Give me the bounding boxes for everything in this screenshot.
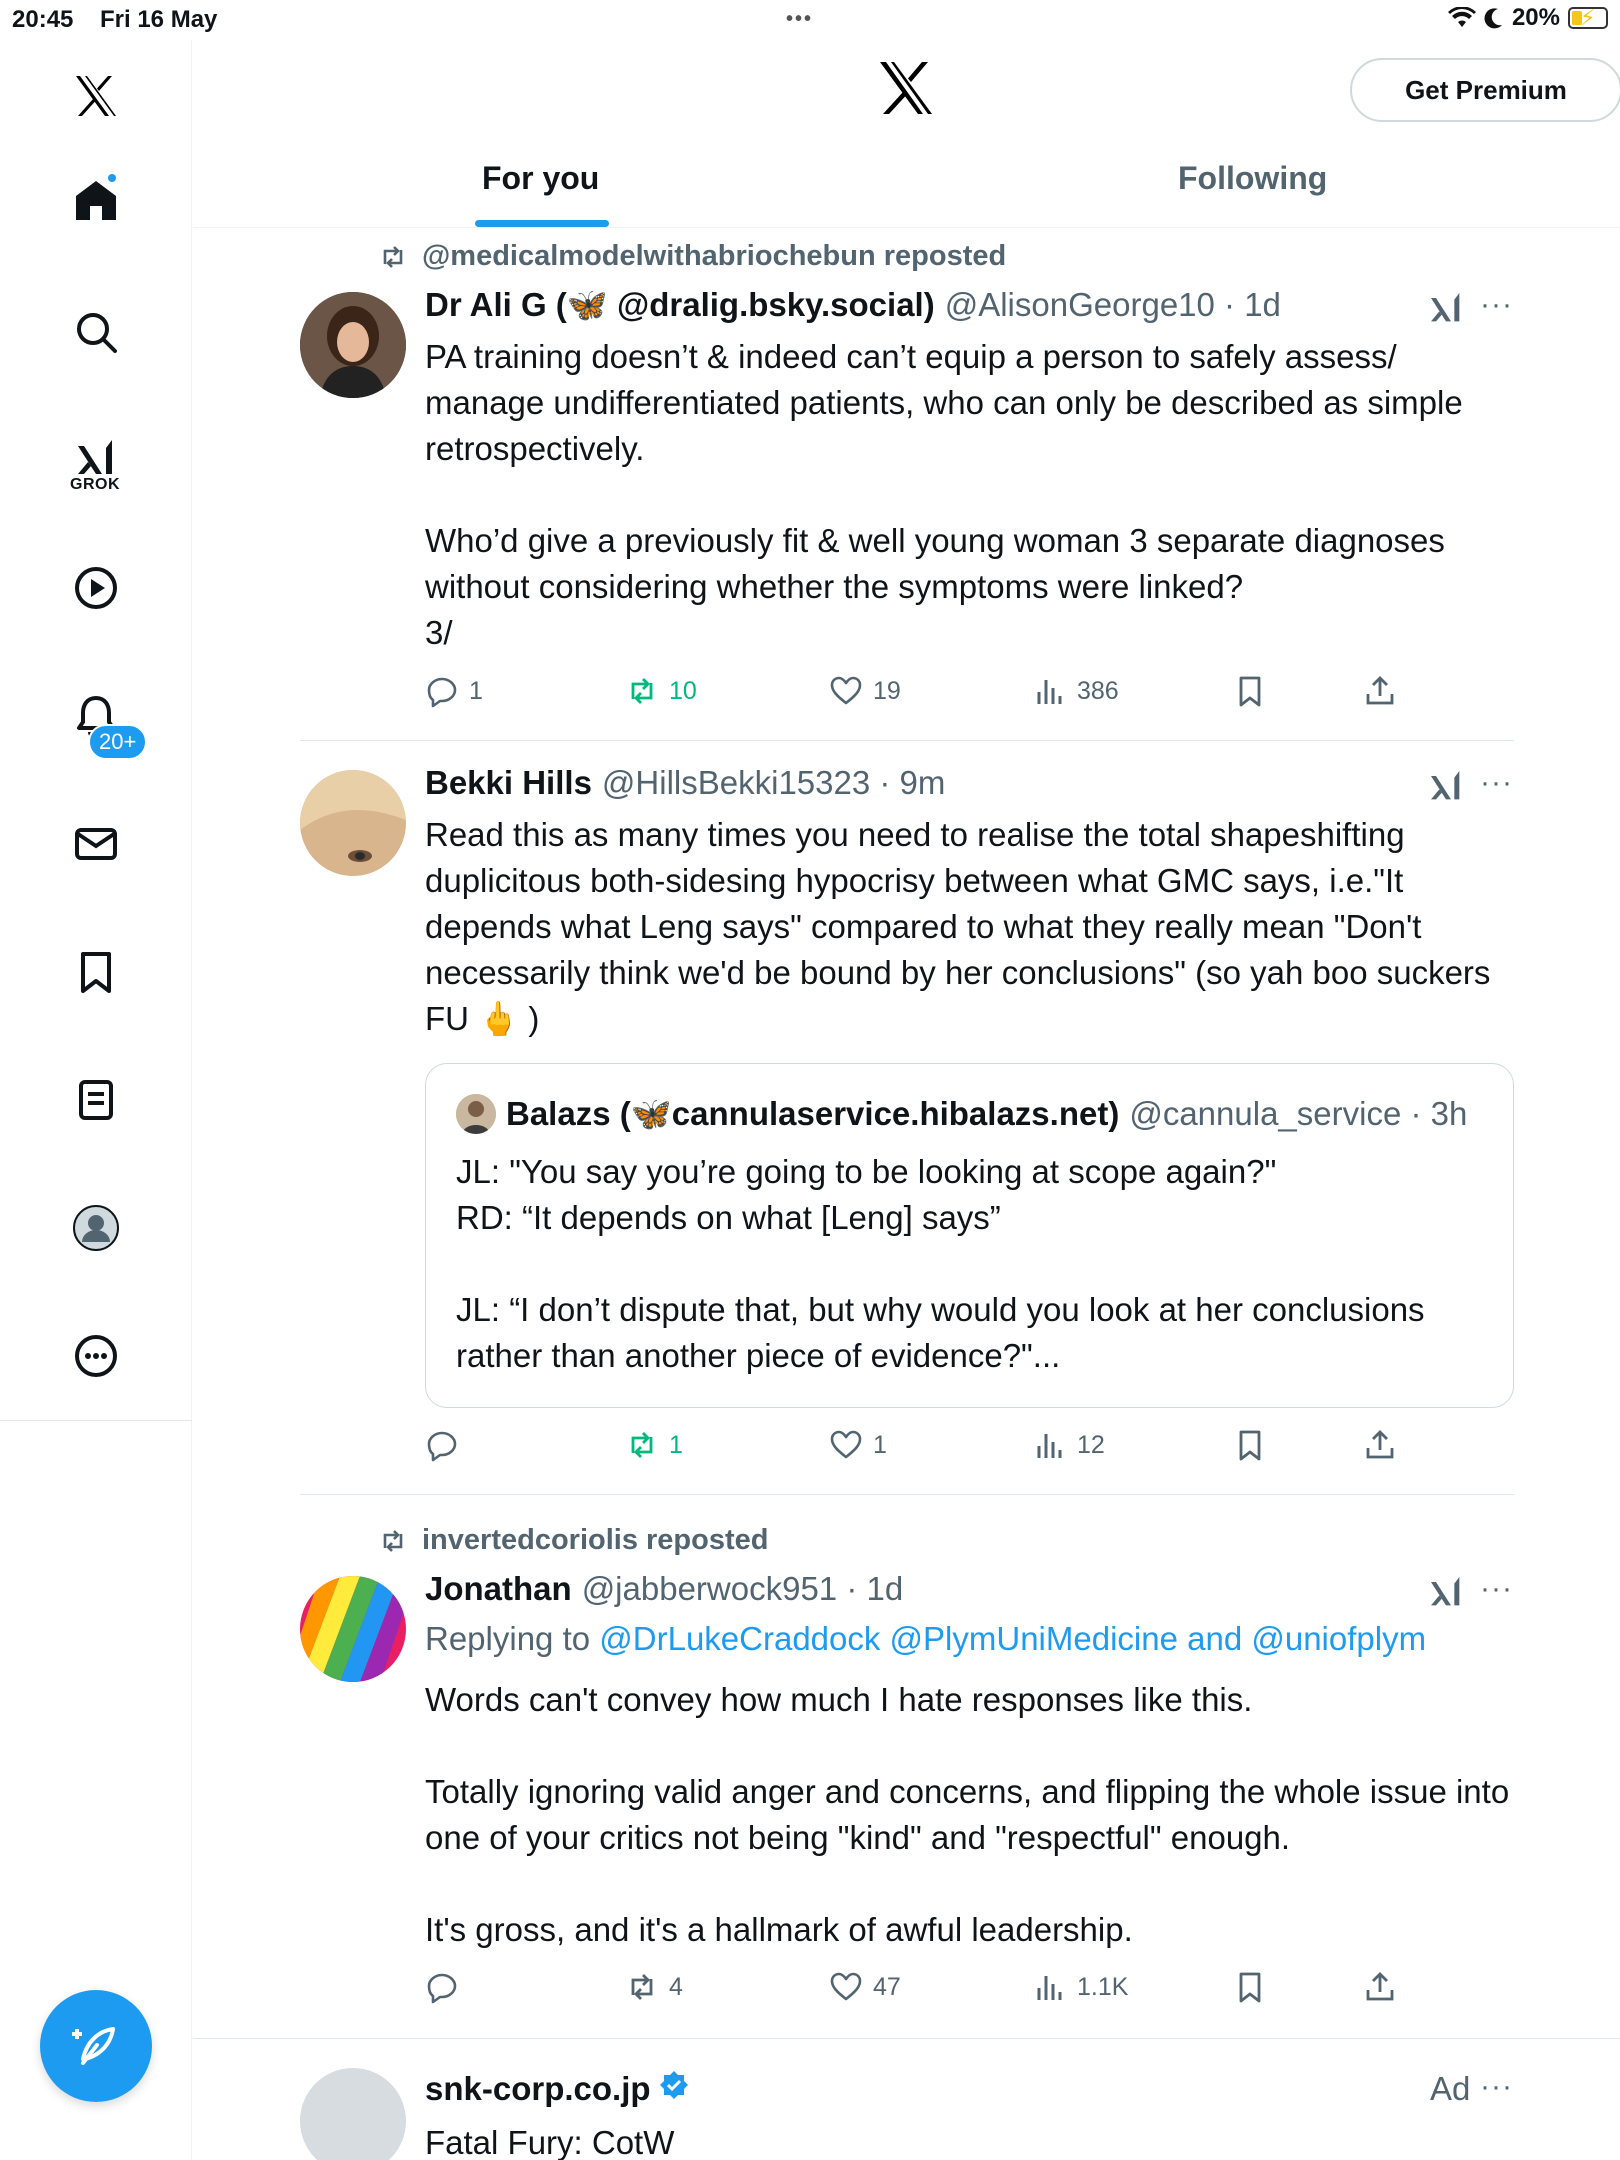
handle-time[interactable]: @jabberwock951 · 1d: [581, 1570, 904, 1607]
wifi-icon: [1448, 7, 1476, 29]
avatar[interactable]: [300, 1576, 406, 1682]
heart-icon: [829, 674, 863, 708]
repost-by-text: invertedcoriolis reposted: [422, 1524, 769, 1556]
repost-count: 1: [669, 1430, 683, 1459]
play-icon: [72, 564, 120, 612]
battery-percent: 20%: [1511, 4, 1560, 31]
repost-by-text: @medicalmodelwithabriochebun reposted: [422, 240, 1007, 272]
quoted-post[interactable]: [425, 1063, 1514, 1408]
views-button[interactable]: [1033, 1970, 1128, 2004]
sidebar-item-home[interactable]: [60, 164, 132, 236]
repost-indicator[interactable]: [378, 1524, 769, 1557]
reply-count: 1: [469, 676, 483, 705]
more-options-icon[interactable]: ···: [1480, 1572, 1513, 1605]
grok-icon[interactable]: [1426, 288, 1466, 328]
more-options-icon[interactable]: ···: [1480, 2070, 1513, 2103]
x-logo-icon[interactable]: [60, 60, 132, 132]
like-count: 47: [873, 1972, 901, 2001]
post-author[interactable]: [425, 764, 945, 802]
active-tab-indicator: [475, 220, 609, 227]
sidebar-item-more[interactable]: [60, 1320, 132, 1392]
grok-icon[interactable]: [1426, 766, 1466, 806]
post-text: PA training doesn’t & indeed can’t equip a person to safely assess/ manage undifferentiated patients, who can only be described as simple retrospectively. Who’d give a previously fit & well young woman 3 separate diagnoses without considering whether the symptoms were linked? 3/: [425, 338, 1463, 651]
tab-for-you[interactable]: For you: [482, 160, 600, 196]
home-badge-dot: [106, 172, 118, 184]
post-divider: [300, 1494, 1514, 1495]
status-bar: [0, 0, 1620, 40]
quoted-avatar: [456, 1094, 496, 1134]
compose-icon: [69, 2019, 123, 2073]
get-premium-button[interactable]: Get Premium: [1350, 58, 1620, 122]
like-button[interactable]: [829, 674, 901, 708]
grok-label: GROK: [70, 476, 120, 493]
bookmark-button[interactable]: [1233, 1970, 1267, 2004]
timeline-header: [193, 40, 1620, 228]
view-count: 1.1K: [1077, 1972, 1129, 2001]
share-icon: [1363, 1428, 1397, 1462]
quoted-post-text: JL: "You say you’re going to be looking at scope again?" RD: “It depends on what [Leng] says” JL: “I don’t dispute that, but why would you look at her conclusions rather than another piece of evidence?"...: [456, 1153, 1425, 1374]
sidebar-item-search[interactable]: [60, 296, 132, 368]
tab-following[interactable]: Following: [1178, 160, 1328, 196]
repost-button[interactable]: [625, 674, 697, 708]
bookmark-icon: [1233, 1428, 1267, 1462]
status-time: 20:45: [12, 6, 74, 33]
multitask-dots-icon[interactable]: •••: [786, 8, 814, 30]
repost-count: 4: [669, 1972, 683, 2001]
bookmark-button[interactable]: [1233, 674, 1267, 708]
sidebar-item-video[interactable]: [60, 552, 132, 624]
battery-icon: ⚡: [1568, 7, 1608, 29]
x-logo-icon[interactable]: [876, 58, 936, 118]
bookmark-button[interactable]: [1233, 1428, 1267, 1462]
handle-time[interactable]: @AlisonGeorge10 · 1d: [944, 286, 1281, 323]
like-count: 19: [873, 676, 901, 705]
repost-icon: [378, 242, 408, 272]
display-name[interactable]: Jonathan: [425, 1570, 572, 1607]
repost-icon: [625, 1428, 659, 1462]
ad-label: Ad: [1430, 2070, 1471, 2107]
post-author[interactable]: [425, 286, 1281, 325]
reply-button[interactable]: [425, 1970, 469, 2004]
status-date: Fri 16 May: [100, 6, 218, 33]
more-circle-icon: [72, 1332, 120, 1380]
heart-icon: [829, 1970, 863, 2004]
post-author[interactable]: [425, 2070, 689, 2108]
reply-icon: [425, 674, 459, 708]
mail-icon: [72, 820, 120, 868]
replying-mentions[interactable]: @DrLukeCraddock @PlymUniMedicine and @uniofplym: [599, 1620, 1427, 1657]
post-actions: [425, 1428, 1425, 1468]
status-right: [1448, 4, 1608, 32]
like-count: 1: [873, 1430, 887, 1459]
like-button[interactable]: [829, 1428, 887, 1462]
verified-badge-icon: [659, 2070, 689, 2100]
replying-to: [425, 1620, 1426, 1658]
repost-count: 10: [669, 676, 697, 705]
repost-button[interactable]: [625, 1428, 683, 1462]
quoted-display-name: Balazs (🦋cannulaservice.hibalazs.net): [506, 1094, 1120, 1132]
grok-icon: [72, 434, 120, 482]
heart-icon: [829, 1428, 863, 1462]
post-actions: [425, 1970, 1425, 2010]
post-text: Words can't convey how much I hate responses like this. Totally ignoring valid anger and concerns, and flipping the whole issue into one of your critics not being "kind" and "respectful" enough. It's gross, and it's a hallmark of awful leadership.: [425, 1681, 1510, 1948]
display-name[interactable]: Bekki Hills: [425, 764, 592, 801]
avatar[interactable]: [300, 292, 406, 398]
share-button[interactable]: [1363, 674, 1397, 708]
share-button[interactable]: [1363, 1428, 1397, 1462]
moon-icon: [1484, 7, 1504, 29]
avatar-icon: [72, 1204, 120, 1252]
quoted-handle-time: @cannula_service · 3h: [1129, 1095, 1468, 1132]
avatar[interactable]: [300, 770, 406, 876]
display-name[interactable]: Dr Ali G (🦋 @dralig.bsky.social): [425, 286, 935, 323]
more-options-icon[interactable]: ···: [1480, 766, 1513, 799]
more-options-icon[interactable]: ···: [1480, 288, 1513, 321]
bookmark-icon: [1233, 1970, 1267, 2004]
share-button[interactable]: [1363, 1970, 1397, 2004]
sidebar-divider: [0, 1420, 192, 1421]
handle-time[interactable]: @HillsBekki15323 · 9m: [601, 764, 946, 801]
quoted-post-author: [456, 1094, 1467, 1134]
sidebar-item-lists[interactable]: [60, 1064, 132, 1136]
repost-icon: [625, 674, 659, 708]
post-author[interactable]: [425, 1570, 903, 1608]
reply-icon: [425, 1970, 459, 2004]
share-icon: [1363, 674, 1397, 708]
like-button[interactable]: [829, 1970, 901, 2004]
post-divider: [193, 2038, 1620, 2039]
views-button[interactable]: [1033, 1428, 1105, 1462]
display-name[interactable]: snk-corp.co.jp: [425, 2070, 651, 2107]
list-icon: [72, 1076, 120, 1124]
sidebar-item-bookmarks[interactable]: [60, 936, 132, 1008]
views-icon: [1033, 1970, 1067, 2004]
repost-button[interactable]: [625, 1970, 683, 2004]
post-text: Fatal Fury: CotW: [425, 2124, 675, 2160]
replying-prefix: Replying to: [425, 1620, 600, 1657]
repost-icon: [378, 1526, 408, 1556]
views-icon: [1033, 1428, 1067, 1462]
sidebar-item-profile[interactable]: [60, 1192, 132, 1264]
reply-button[interactable]: [425, 674, 483, 708]
bookmark-icon: [72, 948, 120, 996]
repost-icon: [625, 1970, 659, 2004]
sidebar: [0, 40, 192, 2160]
search-icon: [72, 308, 120, 356]
notifications-badge: 20+: [88, 724, 147, 760]
repost-indicator[interactable]: [378, 240, 1006, 273]
grok-icon[interactable]: [1426, 1572, 1466, 1612]
compose-button[interactable]: [40, 1990, 152, 2102]
post-text: Read this as many times you need to realise the total shapeshifting duplicitous both-sidesing hypocrisy between what GMC says, i.e."It depends what Leng says" compared to what they really mean "Don't necessarily think we'd be bound by her conclusions" (so yah boo suckers FU 🖕 ): [425, 816, 1491, 1037]
sidebar-item-messages[interactable]: [60, 808, 132, 880]
reply-button[interactable]: [425, 1428, 469, 1462]
view-count: 386: [1077, 676, 1119, 705]
avatar[interactable]: [300, 2068, 406, 2160]
reply-icon: [425, 1428, 459, 1462]
views-icon: [1033, 674, 1067, 708]
view-count: 12: [1077, 1430, 1105, 1459]
views-button[interactable]: [1033, 674, 1119, 708]
post-actions: [425, 674, 1425, 714]
post-divider: [300, 740, 1514, 741]
share-icon: [1363, 1970, 1397, 2004]
bookmark-icon: [1233, 674, 1267, 708]
